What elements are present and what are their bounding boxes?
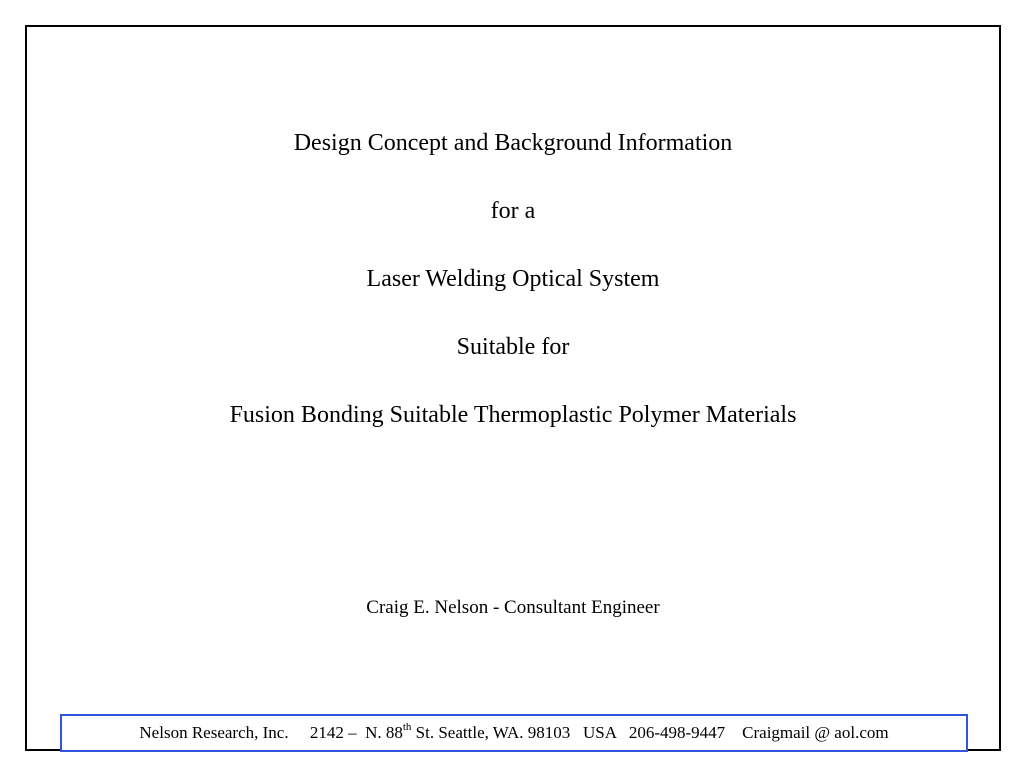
footer-company: Nelson Research, Inc. bbox=[139, 723, 289, 742]
title-line-3: Laser Welding Optical System bbox=[366, 266, 660, 292]
footer-street-suffix: St. Seattle, WA. 98103 bbox=[411, 723, 571, 742]
footer-country: USA bbox=[583, 723, 617, 742]
title-line-2: for a bbox=[490, 198, 536, 224]
footer-street-superscript: th bbox=[402, 721, 412, 734]
slide-frame bbox=[25, 25, 1001, 751]
title-line-1: Design Concept and Background Information bbox=[293, 130, 733, 156]
footer-phone: 206-498-9447 bbox=[628, 723, 726, 742]
title-line-5: Fusion Bonding Suitable Thermoplastic Polymer Materials bbox=[229, 402, 797, 428]
author-credit: Craig E. Nelson - Consultant Engineer bbox=[366, 597, 660, 618]
title-line-4: Suitable for bbox=[456, 334, 570, 360]
footer-street-prefix: 2142 – N. 88 bbox=[309, 723, 403, 742]
footer-contact-box bbox=[60, 714, 968, 752]
footer-email: Craigmail @ aol.com bbox=[742, 723, 889, 742]
